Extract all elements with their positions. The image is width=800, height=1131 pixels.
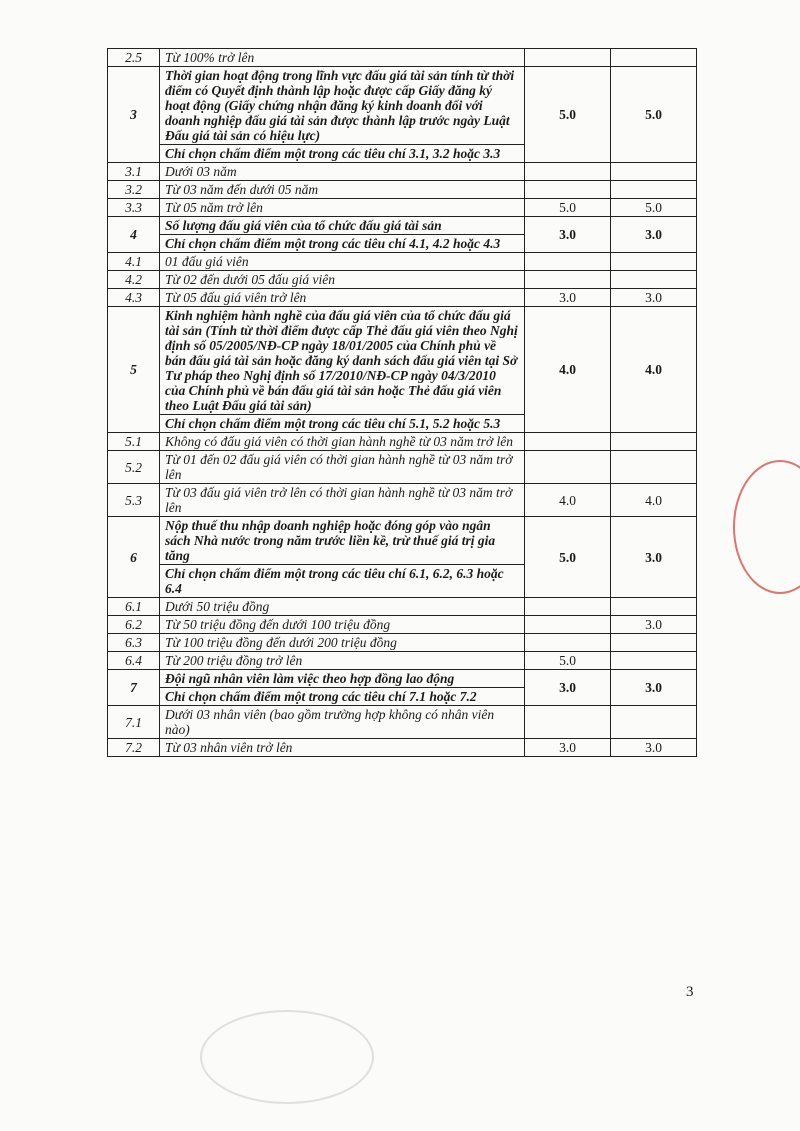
criterion-number: 6.1 bbox=[108, 598, 160, 616]
score-col-2 bbox=[611, 598, 697, 616]
criterion-number: 7.2 bbox=[108, 739, 160, 757]
score-col-2 bbox=[611, 163, 697, 181]
table-row bbox=[108, 49, 697, 67]
score-col-1 bbox=[525, 451, 611, 484]
table-row bbox=[108, 706, 697, 739]
score-col-1: 4.0 bbox=[525, 484, 611, 517]
table-row bbox=[108, 616, 697, 634]
score-col-1: 3.0 bbox=[525, 217, 611, 253]
score-col-1 bbox=[525, 253, 611, 271]
criterion-number: 5.3 bbox=[108, 484, 160, 517]
criterion-number: 6.4 bbox=[108, 652, 160, 670]
score-col-2 bbox=[611, 253, 697, 271]
score-col-2: 3.0 bbox=[611, 217, 697, 253]
criterion-instruction: Chỉ chọn chấm điểm một trong các tiêu chí 6.1, 6.2, 6.3 hoặc 6.4 bbox=[160, 565, 525, 598]
criterion-text: Từ 02 đến dưới 05 đấu giá viên bbox=[160, 271, 525, 289]
score-col-2: 4.0 bbox=[611, 484, 697, 517]
score-col-2: 3.0 bbox=[611, 616, 697, 634]
score-col-2: 3.0 bbox=[611, 739, 697, 757]
score-col-1: 5.0 bbox=[525, 199, 611, 217]
score-col-2 bbox=[611, 433, 697, 451]
table-row bbox=[108, 289, 697, 307]
table-row bbox=[108, 451, 697, 484]
criterion-number: 2.5 bbox=[108, 49, 160, 67]
score-col-1 bbox=[525, 706, 611, 739]
criterion-instruction: Chỉ chọn chấm điểm một trong các tiêu chí 4.1, 4.2 hoặc 4.3 bbox=[160, 235, 525, 253]
score-col-2: 5.0 bbox=[611, 199, 697, 217]
table-row bbox=[108, 598, 697, 616]
score-col-2 bbox=[611, 451, 697, 484]
table-row bbox=[108, 433, 697, 451]
criterion-instruction: Chỉ chọn chấm điểm một trong các tiêu chí 7.1 hoặc 7.2 bbox=[160, 688, 525, 706]
score-col-1: 3.0 bbox=[525, 670, 611, 706]
score-col-2 bbox=[611, 634, 697, 652]
criterion-number: 3.1 bbox=[108, 163, 160, 181]
criterion-text: 01 đấu giá viên bbox=[160, 253, 525, 271]
criterion-number: 3.2 bbox=[108, 181, 160, 199]
criterion-text: Kinh nghiệm hành nghề của đấu giá viên của tổ chức đấu giá tài sản (Tính từ thời điểm được cấp Thẻ đấu giá viên theo Nghị định số 05/2005/NĐ-CP ngày 18/01/2005 của Chính phủ về bán đấu giá tài sản hoặc đăng ký danh sách đấu giá viên tại Sở Tư pháp theo Nghị định số 17/2010/NĐ-CP ngày 04/3/2010 của Chính phủ về bán đấu giá tài sản hoặc Thẻ đấu giá viên theo Luật Đấu giá tài sản) bbox=[160, 307, 525, 415]
score-col-1 bbox=[525, 163, 611, 181]
score-col-1 bbox=[525, 271, 611, 289]
table-row bbox=[108, 163, 697, 181]
faint-seal-icon bbox=[200, 1010, 374, 1104]
criterion-number: 3.3 bbox=[108, 199, 160, 217]
criterion-text: Đội ngũ nhân viên làm việc theo hợp đồng lao động bbox=[160, 670, 525, 688]
criterion-number: 7.1 bbox=[108, 706, 160, 739]
score-col-1 bbox=[525, 181, 611, 199]
table-row bbox=[108, 67, 697, 145]
score-col-1 bbox=[525, 49, 611, 67]
table-row bbox=[108, 484, 697, 517]
table-row bbox=[108, 217, 697, 235]
criterion-text: Không có đấu giá viên có thời gian hành nghề từ 03 năm trở lên bbox=[160, 433, 525, 451]
criterion-text: Số lượng đấu giá viên của tổ chức đấu giá tài sản bbox=[160, 217, 525, 235]
criterion-text: Từ 100% trở lên bbox=[160, 49, 525, 67]
table-row bbox=[108, 181, 697, 199]
table-row bbox=[108, 652, 697, 670]
score-col-2 bbox=[611, 706, 697, 739]
criterion-text: Dưới 50 triệu đồng bbox=[160, 598, 525, 616]
criterion-number: 4.2 bbox=[108, 271, 160, 289]
table-row bbox=[108, 199, 697, 217]
score-col-1: 5.0 bbox=[525, 652, 611, 670]
table-row bbox=[108, 307, 697, 415]
score-col-2 bbox=[611, 652, 697, 670]
criterion-text: Thời gian hoạt động trong lĩnh vực đấu giá tài sản tính từ thời điểm có Quyết định thành lập hoặc được cấp Giấy đăng ký hoạt động (Giấy chứng nhận đăng ký kinh doanh đối với doanh nghiệp đấu giá tài sản được thành lập trước ngày Luật Đấu giá tài sản có hiệu lực) bbox=[160, 67, 525, 145]
score-col-2: 3.0 bbox=[611, 670, 697, 706]
score-col-1: 3.0 bbox=[525, 739, 611, 757]
table-row bbox=[108, 517, 697, 565]
criterion-number: 6.2 bbox=[108, 616, 160, 634]
table-row bbox=[108, 670, 697, 688]
criterion-number: 5 bbox=[108, 307, 160, 433]
table-row bbox=[108, 634, 697, 652]
criterion-text: Từ 03 nhân viên trở lên bbox=[160, 739, 525, 757]
criterion-text: Từ 05 đấu giá viên trở lên bbox=[160, 289, 525, 307]
score-col-1: 5.0 bbox=[525, 67, 611, 163]
criterion-text: Từ 01 đến 02 đấu giá viên có thời gian hành nghề từ 03 năm trở lên bbox=[160, 451, 525, 484]
criterion-text: Từ 200 triệu đồng trở lên bbox=[160, 652, 525, 670]
score-col-2 bbox=[611, 181, 697, 199]
criterion-text: Dưới 03 nhân viên (bao gồm trường hợp không có nhân viên nào) bbox=[160, 706, 525, 739]
score-col-1 bbox=[525, 598, 611, 616]
score-col-1 bbox=[525, 616, 611, 634]
criterion-text: Từ 03 năm đến dưới 05 năm bbox=[160, 181, 525, 199]
criterion-number: 6.3 bbox=[108, 634, 160, 652]
score-col-2 bbox=[611, 49, 697, 67]
criterion-instruction: Chỉ chọn chấm điểm một trong các tiêu chí 5.1, 5.2 hoặc 5.3 bbox=[160, 415, 525, 433]
page-number: 3 bbox=[686, 984, 694, 1000]
score-col-1: 5.0 bbox=[525, 517, 611, 598]
score-col-2 bbox=[611, 271, 697, 289]
score-col-2: 4.0 bbox=[611, 307, 697, 433]
criterion-number: 4.3 bbox=[108, 289, 160, 307]
score-col-2: 5.0 bbox=[611, 67, 697, 163]
criterion-number: 3 bbox=[108, 67, 160, 163]
criterion-number: 4.1 bbox=[108, 253, 160, 271]
criterion-text: Từ 03 đấu giá viên trở lên có thời gian hành nghề từ 03 năm trở lên bbox=[160, 484, 525, 517]
criterion-text: Dưới 03 năm bbox=[160, 163, 525, 181]
score-col-1: 3.0 bbox=[525, 289, 611, 307]
score-col-2: 3.0 bbox=[611, 517, 697, 598]
table-row bbox=[108, 253, 697, 271]
criterion-number: 5.2 bbox=[108, 451, 160, 484]
score-col-2: 3.0 bbox=[611, 289, 697, 307]
criterion-text: Từ 50 triệu đồng đến dưới 100 triệu đồng bbox=[160, 616, 525, 634]
criterion-number: 6 bbox=[108, 517, 160, 598]
criterion-text: Từ 100 triệu đồng đến dưới 200 triệu đồng bbox=[160, 634, 525, 652]
criterion-text: Nộp thuế thu nhập doanh nghiệp hoặc đóng góp vào ngân sách Nhà nước trong năm trước liền kề, trừ thuế giá trị gia tăng bbox=[160, 517, 525, 565]
red-seal-icon bbox=[733, 460, 800, 594]
criterion-number: 5.1 bbox=[108, 433, 160, 451]
score-col-1 bbox=[525, 634, 611, 652]
score-col-1: 4.0 bbox=[525, 307, 611, 433]
criterion-instruction: Chỉ chọn chấm điểm một trong các tiêu chí 3.1, 3.2 hoặc 3.3 bbox=[160, 145, 525, 163]
table-row bbox=[108, 739, 697, 757]
table-row bbox=[108, 271, 697, 289]
score-col-1 bbox=[525, 433, 611, 451]
criterion-text: Từ 05 năm trở lên bbox=[160, 199, 525, 217]
criterion-number: 4 bbox=[108, 217, 160, 253]
criterion-number: 7 bbox=[108, 670, 160, 706]
criteria-table bbox=[107, 48, 697, 757]
